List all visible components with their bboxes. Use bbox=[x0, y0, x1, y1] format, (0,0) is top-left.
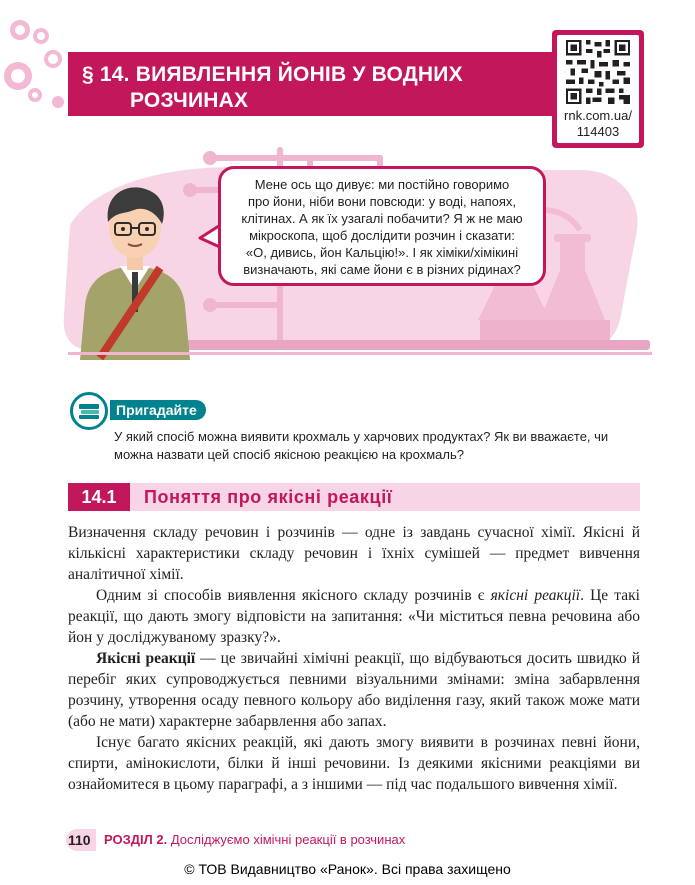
qr-code-icon[interactable] bbox=[566, 40, 630, 104]
bubble-line: клітинах. А як їх узагалі побачити? Я ж не маю bbox=[241, 211, 523, 226]
decor-circle bbox=[4, 62, 32, 90]
decor-circle bbox=[44, 50, 62, 68]
page-number: 110 bbox=[68, 832, 91, 848]
page-title-line1: § 14. ВИЯВЛЕННЯ ЙОНІВ У ВОДНИХ bbox=[82, 63, 463, 86]
copyright: © ТОВ Видавництво «Ранок». Всі права захищено bbox=[184, 861, 511, 877]
term-bold: Якісні реакції bbox=[96, 650, 196, 667]
chapter-label: РОЗДІЛ 2. bbox=[104, 832, 168, 847]
body-text bbox=[68, 522, 640, 795]
paragraph: Визначення складу речовин і розчинів — одне із завдань сучасної хімії. Якісні й кількісні характеристики складу речовин і їхніх сумішей — предмет вивчення аналітичної хімії. bbox=[68, 524, 640, 583]
decor-circle bbox=[52, 96, 64, 108]
decor-circle bbox=[28, 88, 42, 102]
page-title-line2: РОЗЧИНАХ bbox=[130, 89, 249, 112]
decor-circle bbox=[33, 28, 49, 44]
bubble-line: мікроскопа, щоб дослідити розчин і сказати: bbox=[249, 228, 515, 243]
book-stack-icon bbox=[78, 402, 100, 420]
chapter-title: Досліджуємо хімічні реакції в розчинах bbox=[167, 832, 406, 847]
paragraph bbox=[68, 585, 640, 648]
speech-bubble-text bbox=[228, 176, 536, 278]
bubble-line: про йони, ніби вони повсюди: у воді, напоях, bbox=[247, 194, 517, 209]
page-title bbox=[82, 62, 552, 114]
paragraph-text: . Це такі реакції, що дають змогу відповісти на запитання: «Чи міститься певна речовина або йон у досліджуваному зразку?». bbox=[68, 587, 640, 646]
qr-url-line2: 114403 bbox=[576, 124, 620, 139]
bubble-line: Мене ось що дивує: ми постійно говоримо bbox=[254, 177, 510, 192]
decor-circle bbox=[10, 20, 30, 40]
bubble-line: визначають, які саме йони є в різних рідинах? bbox=[243, 262, 521, 277]
chapter-footer bbox=[104, 831, 405, 849]
paragraph: Існує багато якісних реакцій, які дають змогу виявити в розчинах певні йони, спирти, амінокислоти, білки й інші речовини. Із деякими якісними реакціями ви ознайомитеся в цьому параграфі, а з іншими — під час подальшого вивчення хімії. bbox=[68, 734, 640, 793]
bubble-line: «О, дивись, йон Кальцію!». І як хіміки/хімікині bbox=[245, 245, 519, 260]
term-italic: якісні реакції bbox=[490, 587, 581, 604]
lab-table-leg bbox=[480, 320, 610, 340]
paragraph bbox=[68, 648, 640, 732]
scene-divider bbox=[68, 352, 652, 355]
section-title: Поняття про якісні реакції bbox=[144, 487, 393, 507]
remember-text: У який спосіб можна виявити крохмаль у харчових продуктах? Як ви вважаєте, чи можна назвати цей спосіб якісною реакцією на крохмаль? bbox=[114, 429, 609, 462]
remember-label: Пригадайте bbox=[116, 402, 197, 418]
paragraph-text: Одним зі способів виявлення якісного складу розчинів є bbox=[96, 587, 491, 604]
section-number: 14.1 bbox=[81, 487, 117, 507]
paragraph-text: — це звичайні хімічні реакції, що відбуваються досить швидко й перебіг яких супроводжується певними візуальними змінами: зміна забарвлення розчину, утворення осаду певного кольору або виділення газу, який також може мати (або не мати) характерне забарвлення або запах. bbox=[68, 650, 640, 730]
qr-url-line1: rnk.com.ua/ bbox=[564, 108, 632, 123]
